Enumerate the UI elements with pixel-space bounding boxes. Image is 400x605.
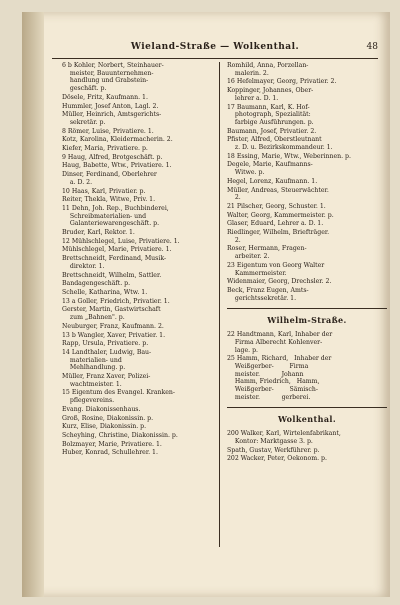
directory-entry: Müller, Franz Xaver, Polizei- wachtmeister. 1. [62, 373, 151, 388]
page-number: 48 [366, 42, 378, 52]
directory-entry: Mühlschlegel, Marie, Privatiere. 1. [62, 246, 172, 254]
directory-entry: Kiefer, Maria, Privatiere. p. [62, 145, 148, 153]
directory-entry: 8 Römer, Luise, Privatiere. 1. [62, 127, 154, 135]
directory-entry: 11 Dehn, Joh. Rep., Buchbinderei, Schreibmaterialien- und Galanteriewarengeschäft. p. [62, 204, 169, 228]
section-title-wilhelm: Wilhelm-Straße. [267, 315, 347, 326]
wolkenthal-entries [227, 430, 387, 463]
directory-entry: 23 Eigentum von Georg Walter Kammermeister. [227, 261, 325, 277]
wilhelm-entries [227, 331, 387, 401]
section-rule [227, 407, 387, 408]
directory-entry: 14 Landthaler, Ludwig, Bau- materialien- und Mehlhandlung. p. [62, 348, 152, 372]
directory-entry: Romhild, Anna, Porzellan- malerin. 2. [227, 62, 309, 77]
page-header [52, 42, 378, 56]
section-rule [227, 308, 387, 309]
directory-entry: Gerster, Martin, Gastwirtschaft zum „Bahnen". p. [62, 306, 161, 322]
directory-entry: Bandagengeschäft. p. [62, 280, 131, 288]
directory-entry: Evang. Diakonissenhaus. [62, 405, 141, 413]
directory-entry: 13 a Goller, Friedrich, Privatier. 1. [62, 297, 170, 305]
directory-entry: 10 Haas, Karl, Privatier. p. [62, 187, 146, 195]
directory-entry: 12 Mühlschlegel, Luise, Privatiere. 1. [62, 237, 180, 245]
directory-entry: Kotz, Karolina, Kleidermacherin. 2. [62, 136, 173, 144]
directory-entry: Scheyhing, Christine, Diakonissin. p. [62, 431, 178, 439]
directory-entry: 16 Hefelmayer, Georg, Privatier. 2. [227, 78, 337, 86]
directory-entry: Haug, Babette, Wtw., Privatiere. 1. [62, 162, 172, 170]
directory-entry: Neuburger, Franz, Kaufmann. 2. [62, 322, 164, 330]
directory-entry: Dösele, Fritz, Kaufmann. 1. [62, 93, 148, 101]
directory-entry: Bruder, Karl, Rektor. 1. [62, 229, 135, 237]
directory-entry: Brettschneidt, Ferdinand, Musik- direktor. 1. [62, 255, 167, 270]
directory-entry: Widenmaier, Georg, Drechsler. 2. [227, 278, 332, 286]
directory-entry: Kurz, Elise, Diakonissin. p. [62, 423, 147, 431]
directory-entry: Rapp, Ursula, Privatiere. p. [62, 340, 149, 348]
directory-entry: 200 Walker, Karl, Wirtelenfabrikant, Kontor: Marktgasse 3. p. [227, 430, 341, 445]
directory-entry: Koppinger, Johannes, Ober- lehrer a. D. 1. [227, 87, 314, 102]
directory-entry: Brettschneidt, Wilhelm, Sattler. [62, 271, 162, 279]
header-rule [52, 58, 378, 59]
book-page [22, 12, 390, 597]
directory-entry: Groß, Rosine, Diakonissin. p. [62, 414, 154, 422]
directory-entry: Schelle, Katharina, Wtw. 1. [62, 288, 148, 296]
directory-entry: Bolzmayer, Marie, Privatiere. 1. [62, 440, 162, 448]
directory-entry: Beck, Franz Eugen, Amts- gerichtssekretär. 1. [227, 286, 309, 302]
directory-entry: 15 Eigentum des Evangel. Kranken- pflegevereins. [62, 389, 175, 405]
directory-entry: Riedlinger, Wilhelm, Briefträger. 2. [227, 229, 330, 244]
page-title: Wieland-Straße — Wolkenthal. [130, 42, 300, 52]
directory-entry: 202 Wacker, Peter, Oekonom. p. [227, 455, 327, 463]
directory-entry: 9 Haug, Alfred, Brotgeschäft. p. [62, 153, 163, 161]
directory-entry: Müller, Heinrich, Amtsgerichts- sekretär. p. [62, 111, 162, 126]
directory-entry: Müller, Andreas, Steuerwächter. 2. [227, 186, 329, 202]
directory-entry: Reiter, Thekla, Witwe, Priv. 1. [62, 196, 156, 204]
directory-entry: Baumann, Josef, Privatier. 2. [227, 127, 317, 135]
directory-entry: 17 Baumann, Karl, K. Hof- photograph, Spezialität: farbige Ausführungen. p. [227, 103, 314, 126]
directory-entry: Hegel, Lorenz, Kaufmann. 1. [227, 177, 318, 185]
column-divider [219, 62, 220, 547]
directory-entry: Degele, Marie, Kaufmanns- Witwe. p. [227, 161, 313, 177]
directory-entry: Dinser, Ferdinand, Oberlehrer a. D. 2. [62, 171, 157, 186]
page-gutter [22, 12, 44, 597]
directory-entry: 6 b Kohler, Norbert, Steinhauer- meister, Bauunternehmen- handlung und Grabstein- geschäft. p. [62, 62, 164, 93]
directory-entry: 25 Hamm, Richard, Inhaber der Weißgerber- Firma meister. Johann Hamm, Friedrich, Hamm, Weißgerber- Sämisch- meister. gerberei. [227, 355, 332, 401]
directory-entry: Hummler, Josef Anton, Lagl. 2. [62, 102, 159, 110]
directory-entry: 18 Essing, Marie, Wtw., Weberinnen. p. [227, 152, 351, 160]
directory-entry: Huber, Konrad, Schullehrer. 1. [62, 449, 158, 457]
directory-entry: Spath, Gustav, Werkführer. p. [227, 446, 320, 454]
directory-entry: Glaser, Eduard, Lehrer a. D. 1. [227, 220, 324, 228]
directory-entry: 22 Handtmann, Karl, Inhaber der Firma Alberecht Kohlenver- lage. p. [227, 331, 333, 354]
directory-entry: Pfister, Alfred, Oberstleutnant z. D. u. Bezirkskommandeur. 1. [227, 136, 333, 152]
directory-entry: Roser, Hermann, Fragen- arbeiter. 2. [227, 245, 307, 261]
directory-entry: Walter, Georg, Kammermeister. p. [227, 211, 334, 219]
directory-entry: 13 b Wangler, Xaver, Privatier. 1. [62, 331, 166, 339]
right-column [227, 62, 387, 464]
section-title-wolkenthal: Wolkenthal. [277, 414, 337, 425]
left-column [62, 62, 212, 458]
right-column-entries [227, 62, 387, 302]
directory-entry: 21 Pilscher, Georg, Schuster. 1. [227, 202, 326, 210]
